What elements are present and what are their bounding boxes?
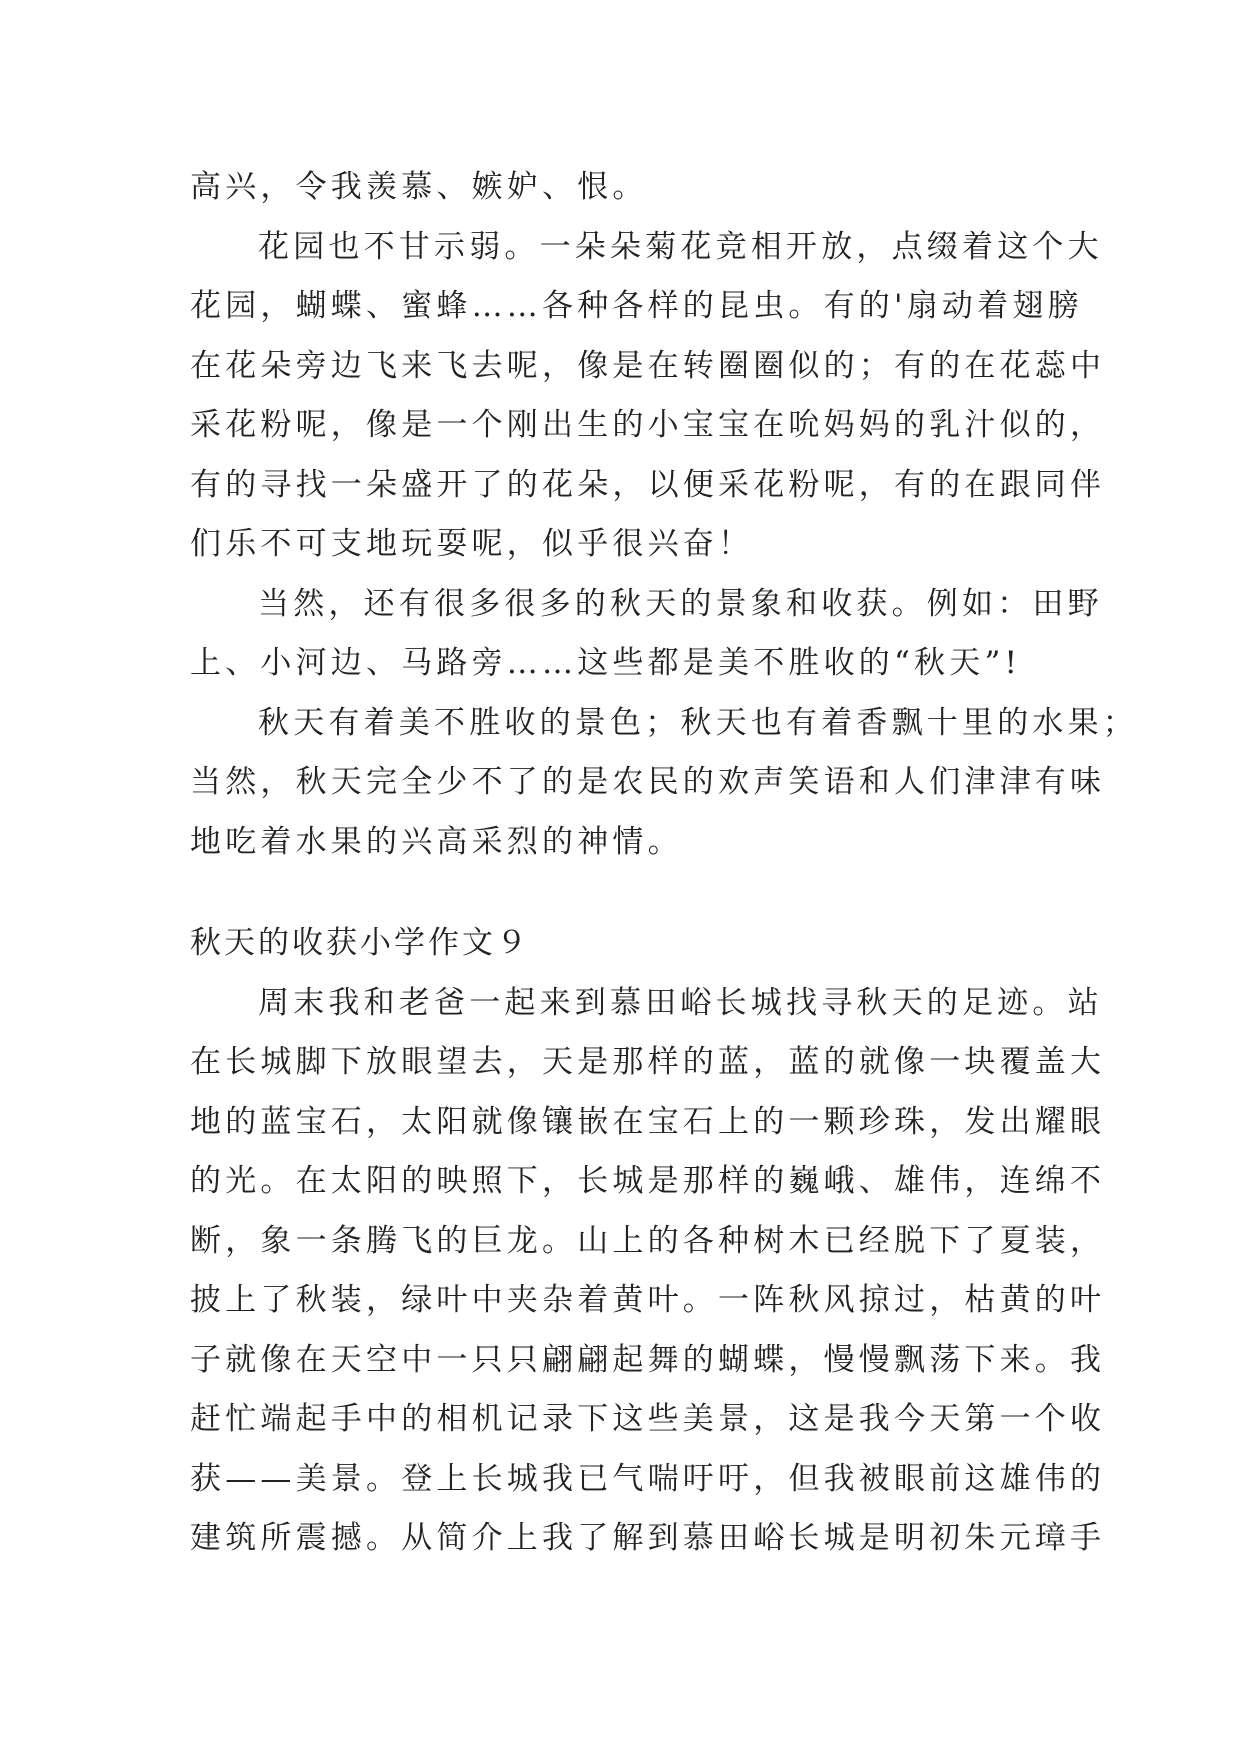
text-line: 在长城脚下放眼望去，天是那样的蓝，蓝的就像一块覆盖大 bbox=[190, 1044, 1106, 1080]
essay-title: 秋天的收获小学作文９ bbox=[190, 925, 530, 961]
text-line: 赶忙端起手中的相机记录下这些美景，这是我今天第一个收 bbox=[190, 1401, 1106, 1437]
essay-continuation bbox=[190, 158, 1138, 872]
text-line: 子就像在天空中一只只翩翩起舞的蝴蝶，慢慢飘荡下来。我 bbox=[190, 1341, 1106, 1378]
text-line: 秋天有着美不胜收的景色；秋天也有着香飘十里的水果； bbox=[258, 704, 1138, 741]
text-line: 上、小河边、马路旁……这些都是美不胜收的“秋天”! bbox=[190, 645, 1022, 681]
text-line: 花园也不甘示弱。一朵朵菊花竞相开放，点缀着这个大 bbox=[258, 228, 1103, 265]
text-line: 断，象一条腾飞的巨龙。山上的各种树木已经脱下了夏装， bbox=[190, 1222, 1106, 1259]
text-line: 披上了秋装，绿叶中夹杂着黄叶。一阵秋风掠过，枯黄的叶 bbox=[190, 1282, 1106, 1318]
essay-section bbox=[190, 914, 1106, 1569]
text-line: 的光。在太阳的映照下，长城是那样的巍峨、雄伟，连绵不 bbox=[190, 1163, 1106, 1199]
text-line: 在花朵旁边飞来飞去呢，像是在转圈圈似的；有的在花蕊中 bbox=[190, 347, 1106, 384]
text-line: 地的蓝宝石，太阳就像镶嵌在宝石上的一颗珍珠，发出耀眼 bbox=[190, 1103, 1106, 1140]
text-line: 建筑所震撼。从简介上我了解到慕田峪长城是明初朱元璋手 bbox=[190, 1520, 1106, 1556]
text-line: 获——美景。登上长城我已气喘吁吁，但我被眼前这雄伟的 bbox=[190, 1460, 1106, 1497]
text-line: 采花粉呢，像是一个刚出生的小宝宝在吮妈妈的乳汁似的， bbox=[190, 407, 1106, 443]
text-line: 有的寻找一朵盛开了的花朵，以便采花粉呢，有的在跟同伴 bbox=[190, 466, 1106, 503]
text-line: 当然，还有很多很多的秋天的景象和收获。例如：田野 bbox=[258, 585, 1103, 622]
text-line: 花园，蝴蝶、蜜蜂……各种各样的昆虫。有的'扇动着翅膀 bbox=[190, 288, 1083, 324]
text-line: 地吃着水果的兴高采烈的神情。 bbox=[190, 823, 683, 860]
text-line: 周末我和老爸一起来到慕田峪长城找寻秋天的足迹。站 bbox=[258, 984, 1103, 1021]
text-line: 们乐不可支地玩耍呢，似乎很兴奋！ bbox=[190, 526, 754, 562]
text-line: 当然，秋天完全少不了的是农民的欢声笑语和人们津津有味 bbox=[190, 764, 1106, 800]
text-line: 高兴，令我羡慕、嫉妒、恨。 bbox=[190, 169, 648, 205]
